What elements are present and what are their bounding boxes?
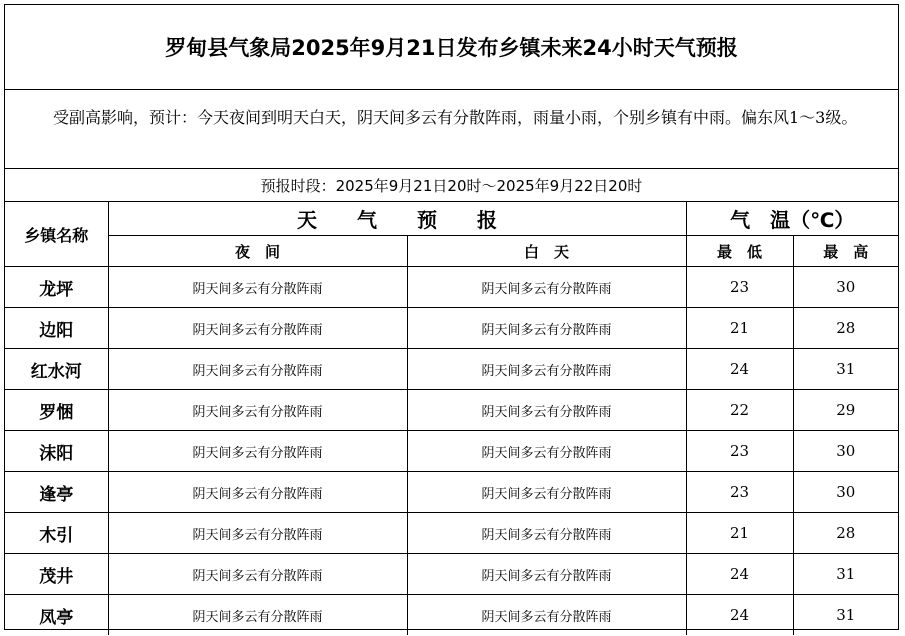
night-weather-cell: 阴天间多云有分散阵雨 xyxy=(108,554,407,595)
forecast-document xyxy=(4,4,899,630)
day-weather-cell: 阴天间多云有分散阵雨 xyxy=(407,267,686,308)
min-temp-cell: 24 xyxy=(686,349,793,390)
forecast-summary: 受副高影响，预计：今天夜间到明天白天，阴天间多云有分散阵雨，雨量小雨，个别乡镇有中雨。偏东风1～3级。 xyxy=(5,89,898,169)
table-row xyxy=(5,349,898,390)
table-row xyxy=(5,554,898,595)
max-temp-cell: 30 xyxy=(793,431,898,472)
town-cell: 龙坪 xyxy=(5,267,108,308)
day-weather-cell: 阴天间多云有分散阵雨 xyxy=(407,308,686,349)
min-temp-cell: 21 xyxy=(686,308,793,349)
day-weather-cell: 阴天间多云有分散阵雨 xyxy=(407,513,686,554)
town-cell: 凤亭 xyxy=(5,595,108,636)
night-weather-cell: 阴天间多云有分散阵雨 xyxy=(108,390,407,431)
max-temp-cell: 30 xyxy=(793,267,898,308)
forecast-period: 预报时段：2025年9月21日20时～2025年9月22日20时 xyxy=(5,170,898,202)
day-weather-cell: 阴天间多云有分散阵雨 xyxy=(407,431,686,472)
min-temp-cell: 23 xyxy=(686,267,793,308)
night-weather-cell: 阴天间多云有分散阵雨 xyxy=(108,595,407,636)
max-temp-cell: 28 xyxy=(793,513,898,554)
town-cell: 逢亭 xyxy=(5,472,108,513)
night-weather-cell: 阴天间多云有分散阵雨 xyxy=(108,431,407,472)
header-min: 最 低 xyxy=(686,236,793,267)
header-night: 夜 间 xyxy=(108,236,407,267)
day-weather-cell: 阴天间多云有分散阵雨 xyxy=(407,349,686,390)
town-cell: 红水河 xyxy=(5,349,108,390)
night-weather-cell: 阴天间多云有分散阵雨 xyxy=(108,349,407,390)
day-weather-cell: 阴天间多云有分散阵雨 xyxy=(407,595,686,636)
header-max: 最 高 xyxy=(793,236,898,267)
header-temperature: 气 温（℃） xyxy=(686,202,898,236)
day-weather-cell: 阴天间多云有分散阵雨 xyxy=(407,554,686,595)
table-row xyxy=(5,431,898,472)
town-cell: 罗悃 xyxy=(5,390,108,431)
max-temp-cell: 29 xyxy=(793,390,898,431)
day-weather-cell: 阴天间多云有分散阵雨 xyxy=(407,390,686,431)
night-weather-cell: 阴天间多云有分散阵雨 xyxy=(108,308,407,349)
town-cell: 茂井 xyxy=(5,554,108,595)
table-row xyxy=(5,267,898,308)
max-temp-cell: 31 xyxy=(793,595,898,636)
max-temp-cell: 28 xyxy=(793,308,898,349)
table-row xyxy=(5,472,898,513)
document-title: 罗甸县气象局2025年9月21日发布乡镇未来24小时天气预报 xyxy=(5,5,898,90)
forecast-table xyxy=(5,201,898,635)
night-weather-cell: 阴天间多云有分散阵雨 xyxy=(108,472,407,513)
min-temp-cell: 22 xyxy=(686,390,793,431)
min-temp-cell: 21 xyxy=(686,513,793,554)
table-row xyxy=(5,513,898,554)
header-weather: 天 气 预 报 xyxy=(108,202,686,236)
table-row xyxy=(5,390,898,431)
min-temp-cell: 24 xyxy=(686,595,793,636)
header-town: 乡镇名称 xyxy=(5,202,108,267)
table-row xyxy=(5,595,898,636)
town-cell: 木引 xyxy=(5,513,108,554)
night-weather-cell: 阴天间多云有分散阵雨 xyxy=(108,513,407,554)
town-cell: 边阳 xyxy=(5,308,108,349)
day-weather-cell: 阴天间多云有分散阵雨 xyxy=(407,472,686,513)
min-temp-cell: 23 xyxy=(686,431,793,472)
header-day: 白 天 xyxy=(407,236,686,267)
table-row xyxy=(5,308,898,349)
night-weather-cell: 阴天间多云有分散阵雨 xyxy=(108,267,407,308)
max-temp-cell: 31 xyxy=(793,554,898,595)
max-temp-cell: 31 xyxy=(793,349,898,390)
town-cell: 沫阳 xyxy=(5,431,108,472)
min-temp-cell: 23 xyxy=(686,472,793,513)
min-temp-cell: 24 xyxy=(686,554,793,595)
max-temp-cell: 30 xyxy=(793,472,898,513)
